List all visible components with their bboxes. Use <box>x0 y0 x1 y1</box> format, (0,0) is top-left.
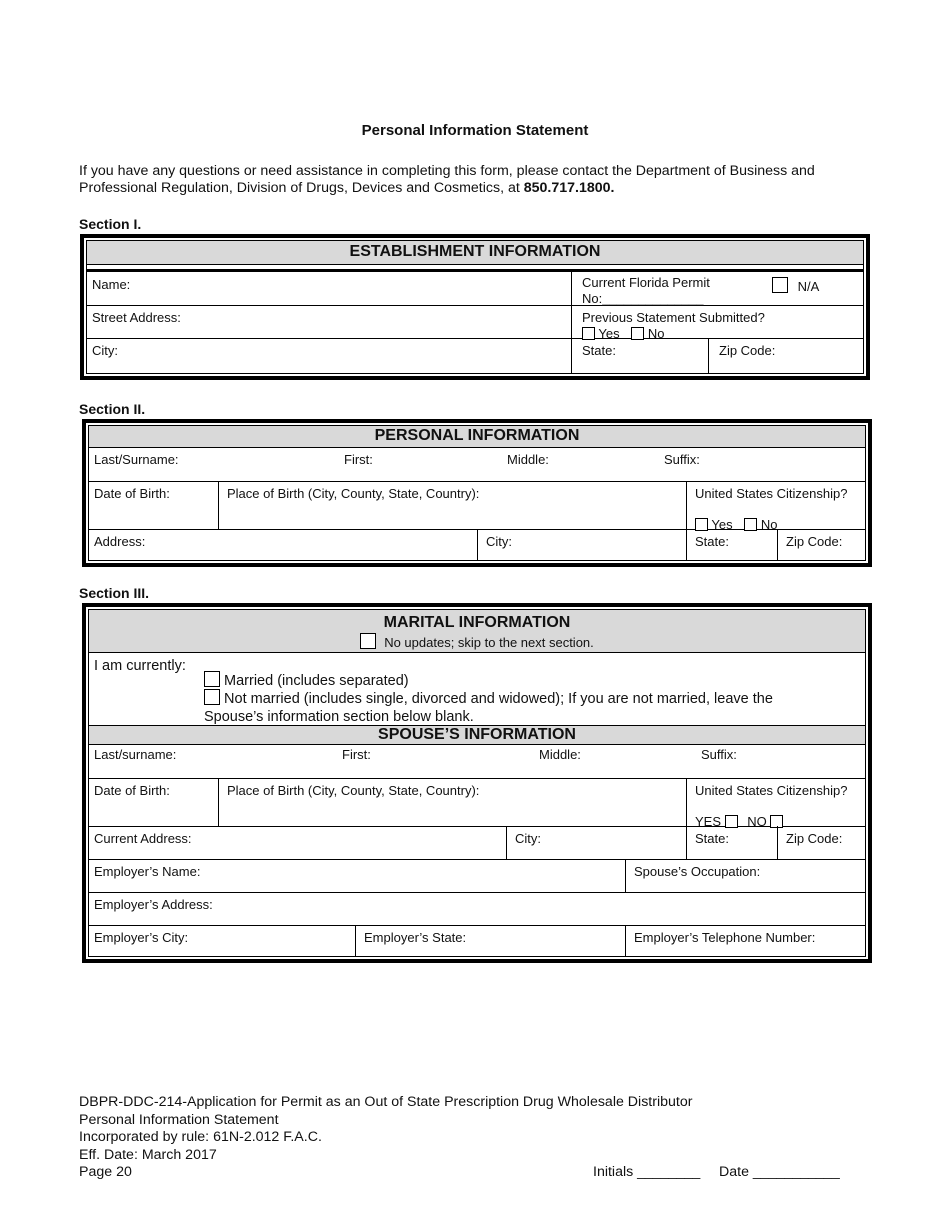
employer-name-label: Employer’s Name: <box>94 864 201 879</box>
establishment-info-box <box>80 234 870 380</box>
intro-phone: 850.717.1800. <box>523 180 615 196</box>
currently-label: I am currently: <box>94 658 186 674</box>
footer-form-id: DBPR-DDC-214-Application for Permit as an Out of State Prescription Drug Wholesale Distributor <box>79 1094 693 1110</box>
initials-field[interactable]: Initials ________ <box>593 1164 701 1180</box>
married-option[interactable] <box>199 671 414 690</box>
divider <box>571 271 572 373</box>
permit-na-checkbox[interactable] <box>772 277 788 293</box>
no-updates-label: No updates; skip to the next section. <box>384 635 594 650</box>
dob-label: Date of Birth: <box>94 486 170 501</box>
divider <box>89 481 865 482</box>
prev-statement-yes-checkbox[interactable] <box>582 327 595 340</box>
spouse-occupation-label: Spouse’s Occupation: <box>634 864 761 879</box>
date-field[interactable]: Date ___________ <box>719 1164 840 1180</box>
footer-form-title: Personal Information Statement <box>79 1111 279 1128</box>
zip-label: Zip Code: <box>786 534 843 549</box>
employer-state-label: Employer’s State: <box>364 930 467 945</box>
permit-na-option[interactable] <box>767 274 824 297</box>
permit-number-line: No:______________ <box>582 291 704 306</box>
intro-text: If you have any questions or need assistance in completing this form, please contact the Department of Business and Professional Regulation, Division of Drugs, Devices and Cosmetics, at <box>79 163 815 196</box>
section-1-label: Section I. <box>79 216 142 232</box>
not-married-checkbox[interactable] <box>204 689 220 705</box>
spouse-address-label: Current Address: <box>94 831 192 846</box>
personal-info-box <box>82 419 872 567</box>
state-label: State: <box>582 343 616 358</box>
divider <box>218 778 219 826</box>
spouse-suffix-label: Suffix: <box>701 747 737 762</box>
spouse-info-header: SPOUSE’S INFORMATION <box>89 725 865 745</box>
previous-statement-label: Previous Statement Submitted? <box>582 310 765 325</box>
citizenship-yes-label: Yes <box>711 517 733 532</box>
divider <box>87 269 863 272</box>
married-checkbox[interactable] <box>204 671 220 687</box>
divider <box>477 529 478 560</box>
personal-info-header: PERSONAL INFORMATION <box>89 426 865 448</box>
suffix-label: Suffix: <box>664 452 700 467</box>
intro-paragraph <box>79 163 874 197</box>
first-name-label: First: <box>344 452 373 467</box>
divider <box>777 826 778 859</box>
section-3-label: Section III. <box>79 585 150 601</box>
footer-eff-date: Eff. Date: March 2017 <box>79 1146 217 1163</box>
divider <box>686 778 687 859</box>
last-name-label: Last/Surname: <box>94 452 179 467</box>
spouse-state-label: State: <box>695 831 729 846</box>
employer-phone-label: Employer’s Telephone Number: <box>634 930 816 945</box>
employer-city-label: Employer’s City: <box>94 930 189 945</box>
spouse-citizenship-no-label: NO <box>747 814 767 829</box>
no-updates-checkbox[interactable] <box>360 633 376 649</box>
marital-info-box <box>82 603 872 963</box>
divider <box>89 778 865 779</box>
section-2-label: Section II. <box>79 401 146 417</box>
footer-page-number: Page 20 <box>79 1164 132 1181</box>
permit-na-label: N/A <box>797 279 820 294</box>
establishment-info-inner <box>86 240 864 374</box>
name-label: Name: <box>92 277 131 292</box>
marital-header-band <box>89 610 865 653</box>
divider <box>686 481 687 560</box>
no-updates-option[interactable] <box>89 633 865 651</box>
prev-statement-no-label: No <box>647 326 665 341</box>
page-title: Personal Information Statement <box>361 122 589 139</box>
spouse-citizenship-yes-checkbox[interactable] <box>725 815 738 828</box>
spouse-citizenship-label: United States Citizenship? <box>695 783 848 798</box>
divider <box>89 859 865 860</box>
spouse-dob-label: Date of Birth: <box>94 783 170 798</box>
divider <box>625 925 626 956</box>
divider <box>218 481 219 529</box>
citizenship-no-checkbox[interactable] <box>744 518 757 531</box>
citizenship-label: United States Citizenship? <box>695 486 848 501</box>
city-label: City: <box>92 343 118 358</box>
employer-address-label: Employer’s Address: <box>94 897 213 912</box>
city-label: City: <box>486 534 512 549</box>
spouse-city-label: City: <box>515 831 541 846</box>
divider <box>89 892 865 893</box>
spouse-middle-name-label: Middle: <box>539 747 581 762</box>
not-married-option[interactable] <box>199 689 778 726</box>
not-married-label-cont: Spouse’s information section below blank. <box>204 709 474 725</box>
married-label: Married (includes separated) <box>224 673 409 689</box>
prev-statement-no-checkbox[interactable] <box>631 327 644 340</box>
marital-info-inner <box>88 609 866 957</box>
citizenship-yes-checkbox[interactable] <box>695 518 708 531</box>
state-label: State: <box>695 534 729 549</box>
establishment-header: ESTABLISHMENT INFORMATION <box>87 241 863 265</box>
divider <box>355 925 356 956</box>
permit-number-field[interactable] <box>577 272 715 310</box>
permit-label: Current Florida Permit <box>582 275 710 290</box>
prev-statement-yes-label: Yes <box>598 326 620 341</box>
spouse-last-name-label: Last/surname: <box>94 747 177 762</box>
marital-info-header: MARITAL INFORMATION <box>383 614 571 631</box>
personal-info-inner <box>88 425 866 561</box>
divider <box>89 925 865 926</box>
spouse-pob-label: Place of Birth (City, County, State, Country): <box>227 783 480 798</box>
address-label: Address: <box>94 534 146 549</box>
not-married-label: Not married (includes single, divorced and widowed); If you are not married, leave the <box>224 691 773 707</box>
footer-rule: Incorporated by rule: 61N-2.012 F.A.C. <box>79 1129 322 1146</box>
divider <box>506 826 507 859</box>
zip-label: Zip Code: <box>719 343 776 358</box>
spouse-first-name-label: First: <box>342 747 371 762</box>
citizenship-no-label: No <box>760 517 778 532</box>
street-address-label: Street Address: <box>92 310 181 325</box>
pob-label: Place of Birth (City, County, State, Country): <box>227 486 480 501</box>
divider <box>625 859 626 892</box>
middle-name-label: Middle: <box>507 452 549 467</box>
divider <box>87 305 863 306</box>
spouse-citizenship-yes-label: YES <box>695 814 722 829</box>
spouse-zip-label: Zip Code: <box>786 831 843 846</box>
